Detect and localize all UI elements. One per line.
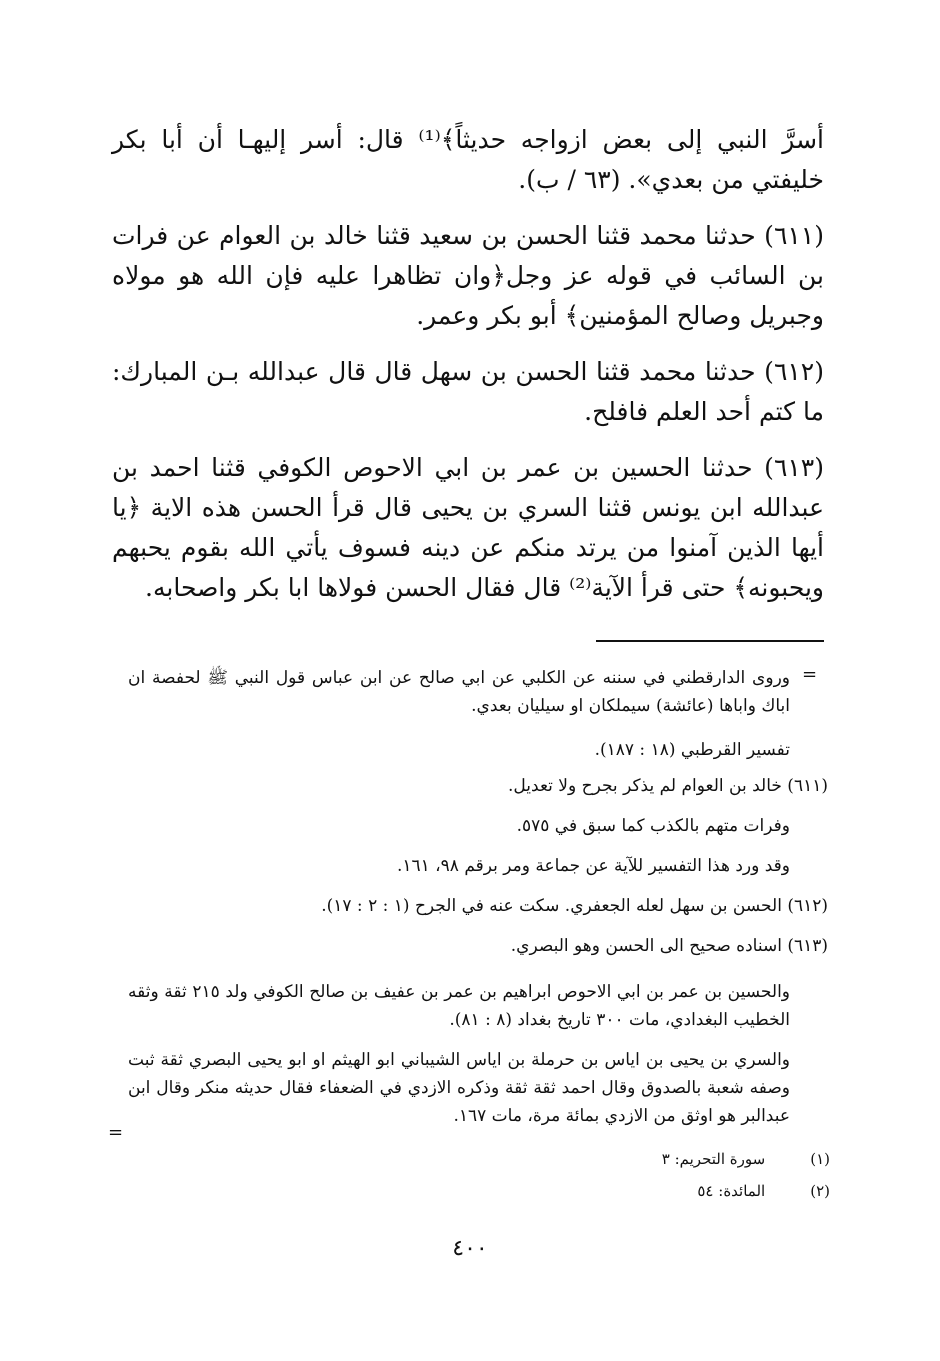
reference-2-text: المائدة: ٥٤ [697, 1182, 766, 1200]
footnote-611-line1: (٦١١) خالد بن العوام لم يذكر بجرح ولا تعديل. [508, 776, 828, 796]
reference-1-number: (١) [810, 1150, 830, 1168]
reference-2-number: (٢) [810, 1182, 830, 1200]
paragraph-611: (٦١١) حدثنا محمد قثنا الحسن بن سعيد قثنا خالد بن العوام عن فرات بن السائب في قوله عز وجل﴿وان تظاهرا عليه فإن الله هو مولاه وجبريل وصالح المؤمنين﴾ أبو بكر وعمر. [112, 221, 824, 330]
footnote-611-line2: وفرات متهم بالكذب كما سبق في ٥٧٥. [516, 816, 790, 836]
paragraph-612: (٦١٢) حدثنا محمد قثنا الحسن بن سهل قال قال عبدالله بـن المبارك: ما كتم أحد العلم فافلح. [112, 357, 824, 426]
footnote-611-c [128, 852, 790, 880]
main-text-block [112, 120, 824, 200]
footnote-613-line1: (٦١٣) اسناده صحيح الى الحسن وهو البصري. [510, 936, 828, 956]
hadith-611 [112, 216, 824, 336]
reference-1 [600, 1150, 830, 1168]
footnote-612 [128, 892, 828, 920]
footnote-611-b [128, 812, 790, 840]
footnote-613-line3: والسري بن يحيى بن اياس بن حرملة بن اياس الشيباني ابو الهيثم او ابو يحيى البصري ثقة ثبت وصفه شعبة بالصدوق وقال احمد ثقة ثقة وذكره الازدي في الضعفاء فقال حديثه منكر وقال ابن عبدالبر هو اوثق من الازدي بمائة مرة، مات ١٦٧. [128, 1050, 790, 1126]
continuation-mark-top: = [802, 664, 818, 685]
footnote-separator [596, 640, 824, 642]
footnote-612-text: (٦١٢) الحسن بن سهل لعله الجعفري. سكت عنه في الجرح (١ : ٢ : ١٧). [321, 896, 828, 916]
hadith-613 [112, 448, 824, 608]
footnote-tafsir-text: تفسير القرطبي (١٨ : ١٨٧). [594, 740, 790, 760]
reference-1-text: سورة التحريم: ٣ [661, 1150, 766, 1168]
footnote-613-b [128, 978, 790, 1034]
footnote-613-c [128, 1046, 790, 1130]
footnote-613-line2: والحسين بن عمر بن ابي الاحوص ابراهيم بن عمر بن عفيف بن صالح الكوفي ولد ٢١٥ ثقة وثقه الخطيب البغدادي، مات ٣٠٠ تاريخ بغداد (٨ : ٨١). [128, 982, 790, 1030]
page-number: ٤٠٠ [452, 1236, 488, 1261]
hadith-612 [112, 352, 824, 432]
footnote-611-line3: وقد ورد هذا التفسير للآية عن جماعة ومر برقم ٩٨، ١٦١. [396, 856, 790, 876]
paragraph-intro: أسرَّ النبي إلى بعض ازواجه حديثاً﴾⁽¹⁾ قال: أسر إليهـا أن أبا بكر خليفتي من بعدي». (٦٣ / ب). [112, 125, 824, 194]
paragraph-613: (٦١٣) حدثنا الحسين بن عمر بن ابي الاحوص الكوفي قثنا احمد بن عبدالله ابن يونس قثنا السري بن يحيى قال قرأ الحسن هذه الاية ﴿يا أيها الذين آمنوا من يرتد منكم عن دينه فسوف يأتي الله بقوم يحبهم ويحبونه﴾ حتى قرأ الآية⁽²⁾ قال فقال الحسن فولاها ابا بكر واصحابه. [112, 453, 824, 602]
reference-2 [600, 1182, 830, 1200]
footnote-cont-text: وروى الدارقطني في سننه عن الكلبي عن ابي صالح عن ابن عباس قول النبي ﷺ لحفصة ان اباك واباها (عائشة) سيملكان او سيليان بعدي. [128, 668, 790, 716]
footnote-tafsir [128, 736, 790, 764]
continuation-mark-bottom: = [108, 1122, 124, 1143]
footnote-613 [128, 932, 828, 960]
footnote-611 [128, 772, 828, 800]
footnote-continuation [128, 664, 790, 720]
